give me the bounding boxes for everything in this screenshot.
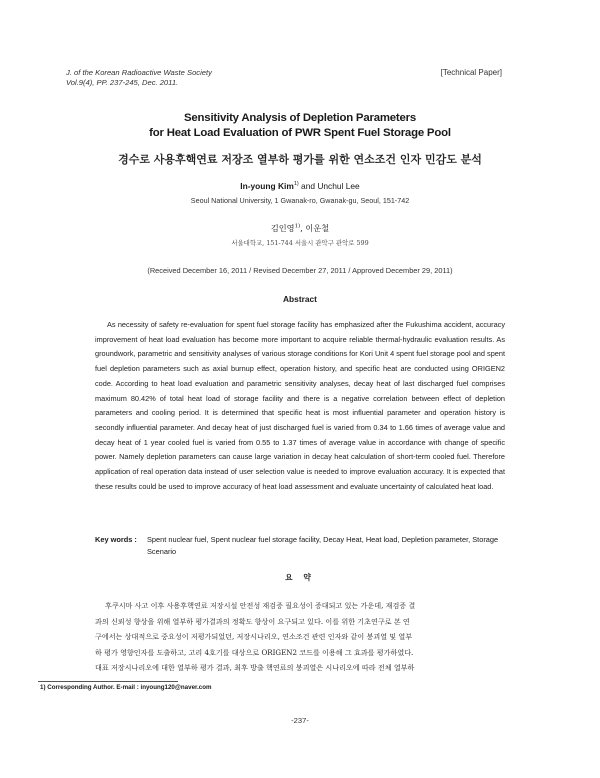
second-author: and Unchul Lee <box>298 181 360 191</box>
english-title-line1: Sensitivity Analysis of Depletion Parameters <box>184 112 416 124</box>
korean-author-list <box>0 223 600 234</box>
paper-type: [Technical Paper] <box>440 68 502 77</box>
korean-summary-line: 하 평가 영향인자를 도출하고, 고리 4호기를 대상으로 ORIGEN2 코드를 이용해 그 효과를 평가하였다. <box>95 647 414 657</box>
journal-volume: Vol.9(4), PP. 237-245, Dec. 2011. <box>66 78 179 87</box>
korean-summary-line: 대표 저장시나리오에 대한 열부하 평가 결과, 최후 방출 핵연료의 붕괴열은 시나리오에 따라 전체 열부하 <box>95 663 415 673</box>
korean-summary-body <box>95 598 505 676</box>
author-list <box>0 181 600 191</box>
korean-title: 경수로 사용후핵연료 저장조 열부하 평가를 위한 연소조건 인자 민감도 분석 <box>118 153 482 166</box>
english-title <box>0 111 600 141</box>
korean-affiliation: 서울대학교, 151-744 서울시 관악구 관악로 599 <box>231 239 369 247</box>
korean-author-mark: 1) <box>294 223 301 230</box>
first-author: In-young Kim <box>240 181 294 191</box>
page-number: -237- <box>291 716 309 725</box>
english-title-line2: for Heat Load Evaluation of PWR Spent Fuel Storage Pool <box>149 127 451 139</box>
korean-summary-line: 과의 신뢰성 향상을 위해 열부하 평가결과의 정확도 향상이 요구되고 있다. 이를 위한 기초연구로 본 연 <box>95 616 410 626</box>
abstract-heading: Abstract <box>283 294 317 304</box>
affiliation: Seoul National University, 1 Gwanak-ro, Gwanak-gu, Seoul, 151-742 <box>190 196 410 205</box>
journal-name: J. of the Korean Radioactive Waste Society <box>66 68 212 77</box>
keywords-label: Key words : <box>95 535 137 544</box>
korean-second-author: , 이운철 <box>300 223 330 233</box>
journal-citation <box>66 68 212 88</box>
abstract-text: As necessity of safety re-evaluation for spent fuel storage facility has emphasized after the Fukushima accident, accuracy improvement of heat load evaluation has become more important to acquire reliable thermal-hydraulic evaluation results. As groundwork, parametric and sensitivity analyses of various storage conditions for Kori Unit 4 spent fuel storage pool and spent fuel depletion parameters such as axial burnup effect, operation history, and specific heat are conducted using ORIGEN2 code. According to heat load evaluation and parametric sensitivity analyses, decay heat of last discharged fuel comprises maximum 80.42% of total heat load of storage facility and there is a negative correlation between effect of depletion parameters and cooling period. It is determined that specific heat is most influential parameter and operation history is secondly influential parameter. And decay heat of just discharged fuel is varied from 0.34 to 1.66 times of average value and decay heat of 1 year cooled fuel is varied from 0.55 to 1.37 times of average value in accordance with change of specific power. Namely depletion parameters can cause large variation in decay heat calculation of short-term cooled fuel. Therefore application of real operation data instead of user selection value is needed to improve evaluation accuracy. It is expected that these results could be used to improve accuracy of heat load assessment and evaluate uncertainty of calculated heat load. <box>95 320 505 491</box>
keywords <box>95 534 505 557</box>
korean-summary-line: 후쿠시마 사고 이후 사용후핵연료 저장시설 안전성 재검증 필요성이 증대되고 있는 가운데, 재검증 결 <box>105 601 416 610</box>
keywords-text: Spent nuclear fuel, Spent nuclear fuel storage facility, Decay Heat, Heat load, Depletion parameter, Storage Scenario <box>147 535 499 556</box>
footnote-divider <box>38 681 178 682</box>
korean-summary-line: 구에서는 상대적으로 중요성이 저평가되었던, 저장시나리오, 연소조건 관련 인자와 같이 붕괴열 및 열부 <box>95 632 413 642</box>
korean-first-author: 김인영 <box>270 223 295 233</box>
corresponding-author-footnote: 1) Corresponding Author. E-mail : inyoung120@naver.com <box>40 684 212 691</box>
submission-dates: (Received December 16, 2011 / Revised December 27, 2011 / Approved December 29, 2011) <box>147 266 453 275</box>
abstract-body <box>95 318 505 494</box>
first-author-mark: 1) <box>293 181 299 188</box>
korean-summary-heading: 요 약 <box>285 573 315 582</box>
